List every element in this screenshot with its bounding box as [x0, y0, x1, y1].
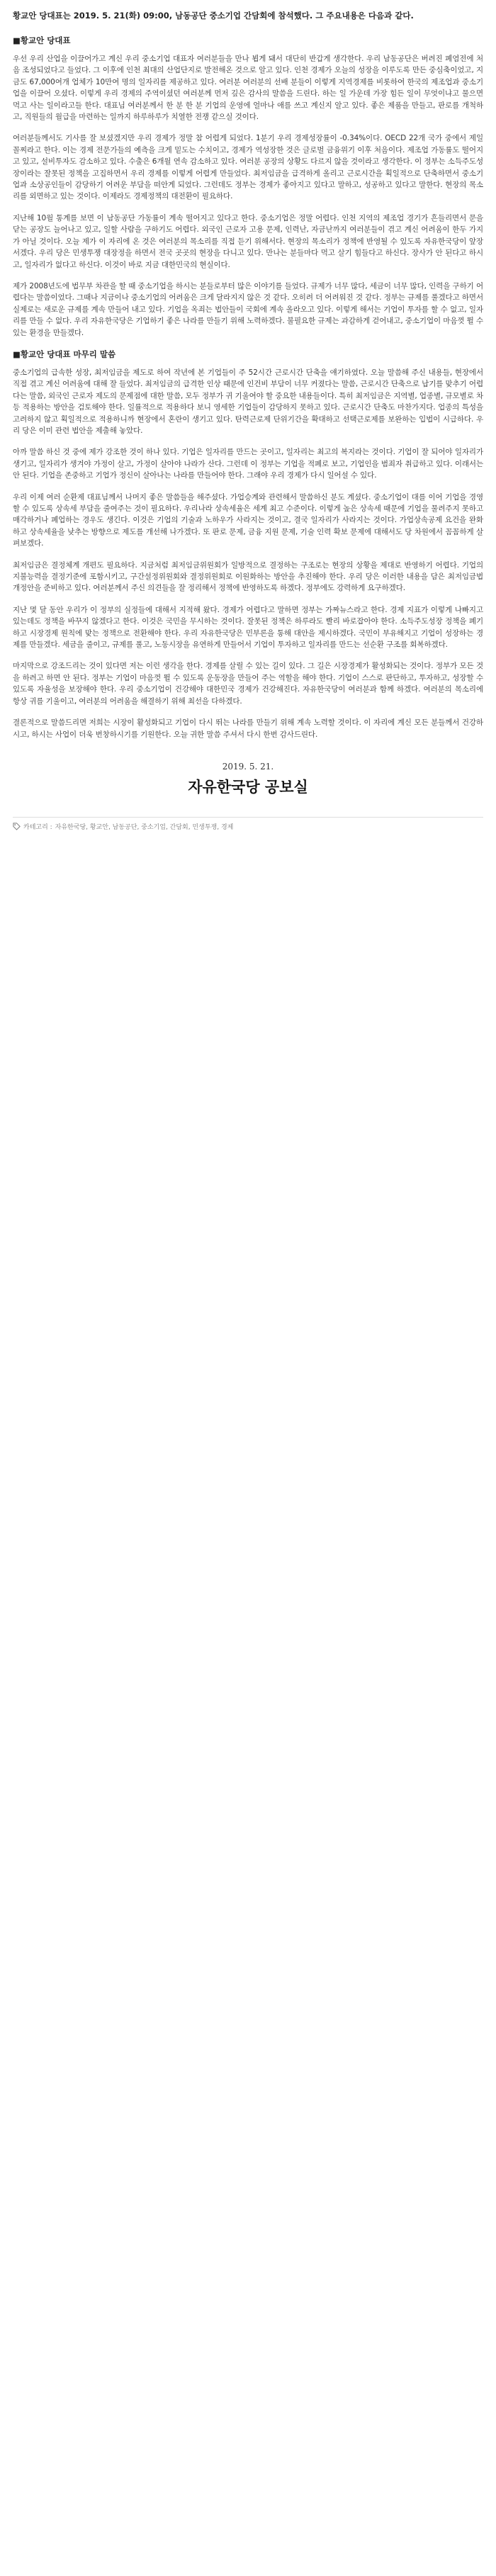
body-paragraph: 아까 말씀 하신 것 중에 제가 강조한 것이 하나 있다. 기업은 일자리를 만드는 곳이고, 일자리는 최고의 복지라는 것이다. 기업이 잘 되어야 일자리가 생기고, 일자리가 생겨야 가정이 살고, 가정이 살아야 나라가 산다. 그런데 이 정부는 기업을 적폐로 보고, 기업인을 범죄자 취급하고 있다. 이래서는 안 된다. 기업을 존중하고 기업가 정신이 살아나는 나라를 만들어야 한다. 그래야 우리 경제가 다시 일어설 수 있다. — [13, 448, 483, 480]
section-heading: ■황교안 당대표 — [13, 35, 71, 45]
body-paragraph: 최저임금은 결정체계 개편도 필요하다. 지금처럼 최저임금위원회가 일방적으로 결정하는 구조로는 현장의 상황을 제대로 반영하기 어렵다. 기업의 지불능력을 결정기준에 포함시키고, 구간설정위원회와 결정위원회로 이원화하는 방안을 추진해야 한다. 우리 당은 이러한 내용을 담은 최저임금법 개정안을 준비하고 있다. 여러분께서 주신 의견들을 잘 정리해서 정책에 반영하도록 하겠다. 정부에도 강력하게 요구하겠다. — [13, 560, 483, 593]
body-paragraph: 결론적으로 말씀드리면 저희는 시장이 활성화되고 기업이 다시 뛰는 나라를 만들기 위해 계속 노력할 것이다. 이 자리에 계신 모든 분들께서 건강하시고, 하시는 사업이 더욱 번창하시기를 기원한다. 오늘 귀한 말씀 주셔서 다시 한번 감사드린다. — [13, 718, 483, 739]
body-paragraph: 우리 이제 여러 순환제 대표님께서 나머지 좋은 말씀들을 해주셨다. 가업승계와 관련해서 말씀하신 분도 계셨다. 중소기업이 대를 이어 기업을 경영할 수 있도록 상속세 부담을 줄여주는 것이 필요하다. 우리나라 상속세율은 세계 최고 수준이다. 이렇게 높은 상속세 때문에 기업을 물려주지 못하고 매각하거나 폐업하는 경우도 생긴다. 이것은 기업의 기술과 노하우가 사라지는 것이고, 결국 일자리가 사라지는 것이다. 가업상속공제 요건을 완화하고 상속세율을 낮추는 방향으로 제도를 개선해 나가겠다. 또 판로 문제, 금융 지원 문제, 기술 인력 확보 문제에 대해서도 당 차원에서 꼼꼼하게 살펴보겠다. — [13, 492, 483, 548]
release-date: 2019. 5. 21. — [222, 761, 274, 772]
body-paragraph: 지난해 10월 통계를 보면 이 남동공단 가동률이 계속 떨어지고 있다고 한다. 중소기업은 정말 어렵다. 인천 지역의 제조업 경기가 흔들리면서 문을 닫는 공장도 늘어나고 있고, 일할 사람을 구하기도 어렵다. 외국인 근로자 고용 문제, 인력난, 자금난까지 여러분들이 겪고 계신 어려움이 한두 가지가 아닐 것이다. 오늘 제가 이 자리에 온 것은 여러분의 목소리를 직접 듣기 위해서다. 현장의 목소리가 정책에 반영될 수 있도록 자유한국당이 앞장서겠다. 우리 당은 민생투쟁 대장정을 하면서 전국 곳곳의 현장을 다니고 있다. 만나는 분들마다 먹고 살기 힘들다고 하신다. 장사가 안 된다고 하시고, 일자리가 없다고 하신다. 이것이 바로 지금 대한민국의 현실이다. — [13, 213, 483, 269]
tag-icon — [13, 823, 21, 830]
tag-prefix: 카테고리 : — [23, 823, 52, 831]
intro-text: 황교안 당대표는 2019. 5. 21(화) 09:00, 남동공단 중소기업 간담회에 참석했다. 그 주요내용은 다음과 같다. — [13, 11, 414, 21]
body-paragraph: 우선 우리 산업을 이끌어가고 계신 우리 중소기업 대표자 여러분들을 만나 뵙게 돼서 대단히 반갑게 생각한다. 우리 남동공단은 버려진 폐염전에 처음 조성되었다고 들었다. 그 이후에 인천 최대의 산업단지로 발전해온 것으로 알고 있다. 인천 경제가 오늘의 성장을 이루도록 만든 중심축이었고, 지금도 67,000여개 업체가 10만여 명의 일자리를 제공하고 있다. 여러분 여러분의 선배 분들이 이렇게 지역경제를 비롯하여 한국의 제조업과 중소기업을 이끌어 오셨다. 이렇게 우리 경제의 주역이셨던 여러분께 먼저 깊은 감사의 말씀을 드린다. 하는 일 가운데 가장 힘든 일이 무엇이냐고 물으면 먹고 사는 일이라고들 한다. 대표님 여러분께서 한 분 한 분 기업의 운영에 얼마나 애를 쓰고 계신지 알고 있다. 좋은 제품을 만들고, 판로를 개척하고, 직원들의 월급을 마련하는 일까지 하루하루가 치열한 전쟁 같으실 것이다. — [13, 55, 483, 122]
body-paragraph: 제가 2008년도에 법무부 차관을 할 때 중소기업을 하시는 분들로부터 많은 이야기를 들었다. 규제가 너무 많다, 세금이 너무 많다, 인력을 구하기 어렵다는 말씀이었다. 그때나 지금이나 중소기업의 어려움은 크게 달라지지 않은 것 같다. 오히려 더 어려워진 것 같다. 정부는 규제를 풀겠다고 하면서 실제로는 새로운 규제를 계속 만들어 내고 있다. 기업을 옥죄는 법안들이 국회에 계속 올라오고 있다. 이렇게 해서는 기업이 투자를 할 수 없고, 일자리를 만들 수 없다. 우리 자유한국당은 기업하기 좋은 나라를 만들기 위해 노력하겠다. 불필요한 규제는 과감하게 걷어내고, 중소기업이 마음껏 뛸 수 있는 환경을 만들겠다. — [13, 281, 483, 337]
tag-bar — [13, 817, 483, 831]
sections-container — [13, 35, 483, 740]
section-heading: ■황교안 당대표 마무리 말씀 — [13, 349, 116, 359]
organization-name: 자유한국당 공보실 — [188, 778, 308, 796]
body-paragraph: 여러분들께서도 기사를 잘 보셨겠지만 우리 경제가 정말 참 어렵게 되었다. 1분기 우리 경제성장률이 -0.34%이다. OECD 22개 국가 중에서 제일 꼴찌라고 한다. 이는 경제 전문가들의 예측을 크게 밑도는 수치이고, 경제가 역성장한 것은 글로벌 금융위기 이후 처음이다. 제조업 가동률도 떨어지고 있고, 설비투자도 감소하고 있다. 수출은 6개월 연속 감소하고 있다. 여러분 공장의 상황도 다르지 않을 것이라고 생각한다. 이 정부는 소득주도성장이라는 잘못된 정책을 고집하면서 우리 경제를 이렇게 어렵게 만들었다. 최저임금을 급격하게 올리고 근로시간을 획일적으로 단축하면서 중소기업과 소상공인들이 감당하기 어려운 부담을 떠안게 되었다. 그런데도 정부는 경제가 좋아지고 있다고 말하고, 성공하고 있다고 말한다. 현장의 목소리를 외면하고 있는 것이다. 이제라도 경제정책의 대전환이 필요하다. — [13, 134, 483, 201]
tag-list[interactable]: 자유한국당, 황교안, 남동공단, 중소기업, 간담회, 민생투쟁, 경제 — [55, 823, 234, 831]
body-paragraph: 중소기업의 급속한 성장, 최저임금을 제도로 하여 작년에 본 기업들이 주 52시간 근로시간 단축을 얘기하였다. 오늘 말씀해 주신 내용들, 현장에서 직접 겪고 계신 어려움에 대해 잘 들었다. 최저임금의 급격한 인상 때문에 인건비 부담이 너무 커졌다는 말씀, 근로시간 단축으로 납기를 맞추기 어렵다는 말씀, 외국인 근로자 제도의 문제점에 대한 말씀, 모두 정부가 귀 기울여야 할 중요한 내용들이다. 특히 최저임금은 지역별, 업종별, 규모별로 차등 적용하는 방안을 검토해야 한다. 일률적으로 적용하다 보니 영세한 기업들이 감당하지 못하고 있다. 근로시간 단축도 마찬가지다. 업종의 특성을 고려하지 않고 획일적으로 적용하니까 현장에서 혼란이 생기고 있다. 탄력근로제 단위기간을 확대하고 선택근로제를 보완하는 입법이 시급하다. 우리 당은 이미 관련 법안을 제출해 놓았다. — [13, 368, 483, 435]
body-paragraph: 마지막으로 강조드리는 것이 있다면 저는 이런 생각을 한다. 경제를 살릴 수 있는 길이 있다. 그 길은 시장경제가 활성화되는 것이다. 정부가 모든 것을 하려고 하면 안 된다. 정부는 기업이 마음껏 뛸 수 있도록 운동장을 만들어 주는 역할을 해야 한다. 기업이 스스로 판단하고, 투자하고, 성장할 수 있도록 자율성을 보장해야 한다. 우리 중소기업이 건강해야 대한민국 경제가 건강해진다. 자유한국당이 여러분과 함께 하겠다. 여러분의 목소리에 항상 귀를 기울이고, 여러분의 어려움을 해결하기 위해 최선을 다하겠다. — [13, 662, 483, 706]
body-paragraph: 지난 몇 달 동안 우리가 이 정부의 실정들에 대해서 지적해 왔다. 경제가 어렵다고 말하면 정부는 가짜뉴스라고 한다. 경제 지표가 이렇게 나빠지고 있는데도 정책을 바꾸지 않겠다고 한다. 이것은 국민을 무시하는 것이다. 잘못된 정책은 하루라도 빨리 바로잡아야 한다. 소득주도성장 정책을 폐기하고 시장경제 원칙에 맞는 정책으로 전환해야 한다. 우리 자유한국당은 민부론을 통해 대안을 제시하겠다. 국민이 부유해지고 기업이 성장하는 경제를 만들겠다. 세금을 줄이고, 규제를 풀고, 노동시장을 유연하게 만들어서 기업이 투자하고 일자리를 만드는 선순환 구조를 회복하겠다. — [13, 605, 483, 650]
